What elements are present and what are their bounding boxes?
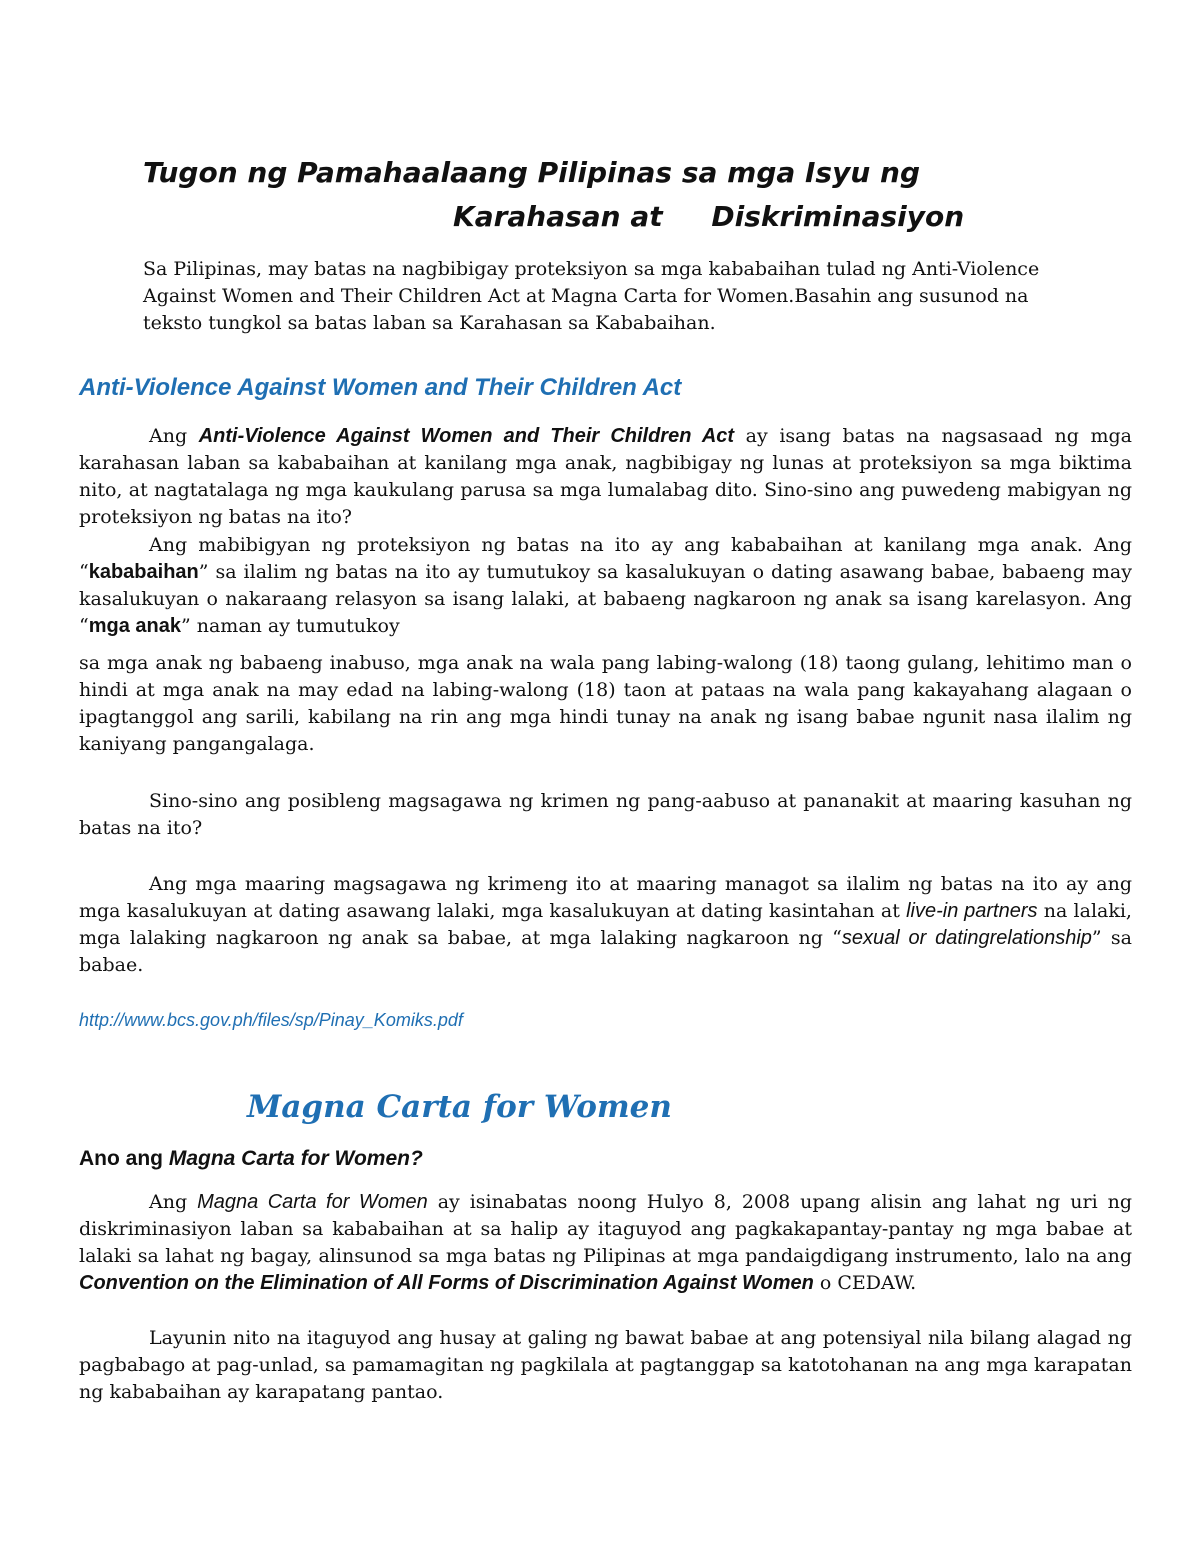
text-run: Ang <box>149 425 199 447</box>
source-link[interactable]: http://www.bcs.gov.ph/files/sp/Pinay_Komiks.pdf <box>79 1010 463 1030</box>
vawc-paragraph-2 <box>79 532 1132 640</box>
magna-paragraph-1 <box>79 1189 1132 1297</box>
term-mga-anak: mga anak <box>88 615 181 637</box>
intro-paragraph: Sa Pilipinas, may batas na nagbibigay proteksiyon sa mga kababaihan tulad ng Anti-Violence Against Women and Their Children Act at Magna Carta for Women.Basahin ang susunod na teksto tungkol sa batas laban sa Karahasan sa Kababaihan. <box>143 258 1040 334</box>
section-heading-vawc: Anti-Violence Against Women and Their Children Act <box>79 374 682 401</box>
text-run: ” sa ilalim ng batas na ito ay tumutukoy sa kasalukuyan o dating asawang babae, babaeng may kasalukuyan o nakaraang relasyon sa isang lalaki, at babaeng nagkaroon ng anak sa isang karelasyon. Ang “ <box>79 561 1132 637</box>
text-run: na lalaki, mga lalaking nagkaroon ng anak sa babae, at mga lalaking nagkaroon ng “ <box>79 900 1132 949</box>
title-line-1: Tugon ng Pamahaalaang Pilipinas sa mga Isyu ng <box>143 156 920 189</box>
vawc-paragraph-1 <box>79 423 1132 531</box>
magna-paragraph-2: Layunin nito na itaguyod ang husay at galing ng bawat babae at ang potensiyal nila bilang alagad ng pagbabago at pag-unlad, sa pamamagitan ng pagkilala at pagtanggap sa katotohanan na ang mga karapatan ng kababaihan ay karapatang pantao. <box>79 1327 1132 1403</box>
text-run: Ano ang <box>79 1147 169 1170</box>
text-run-italic: Magna Carta for Women? <box>168 1147 423 1170</box>
text-run: ” sa babae. <box>79 927 1132 976</box>
text-run: Ang mabibigyan ng proteksiyon ng batas na ito ay ang kababaihan at kanilang mga anak. Ang “ <box>79 534 1132 583</box>
text-run: Ang mga maaring magsagawa ng krimeng ito at maaring managot sa ilalim ng batas na ito ay ang mga kasalukuyan at dating asawang lalaki, mga kasalukuyan at dating kasintahan at <box>79 873 1132 922</box>
term-kababaihan: kababaihan <box>88 561 199 583</box>
vawc-paragraph-4: Sino-sino ang posibleng magsagawa ng krimen ng pang-aabuso at pananakit at maaring kasuhan ng batas na ito? <box>79 790 1132 839</box>
title-line-2: Karahasan at Diskriminasiyon <box>453 200 965 233</box>
vawc-paragraph-3: sa mga anak ng babaeng inabuso, mga anak na wala pang labing-walong (18) taong gulang, lehitimo man o hindi at mga anak na may edad na labing-walong (18) taon at pataas na wala pang kakayahang alagaan o ipagtanggol ang sarili, kabilang na rin ang mga hindi tunay na anak ng isang babae ngunit nasa ilalim ng kaniyang pangangalaga. <box>79 652 1132 755</box>
term-live-in-partners: live-in partners <box>906 900 1038 922</box>
text-run: o CEDAW. <box>813 1272 917 1294</box>
text-run: ay isang batas na nagsasaad ng mga karahasan laban sa kababaihan at kanilang mga anak, nagbibigay ng lunas at proteksiyon sa mga biktima nito, at nagtatalaga ng mga kaukulang parusa sa mga lumalabag dito. Sino-sino ang puwedeng mabigyan ng proteksiyon ng batas na ito? <box>79 425 1132 528</box>
term-sexual-relationship: sexual or datingrelationship <box>841 927 1092 949</box>
term-cedaw-full: Convention on the Elimination of All Forms of Discrimination Against Women <box>79 1272 814 1294</box>
question-heading <box>79 1145 879 1173</box>
text-run: Ang <box>149 1191 198 1213</box>
vawc-block-1 <box>79 423 1132 640</box>
law-name-term: Anti-Violence Against Women and Their Children Act <box>198 425 735 447</box>
text-run: ay isinabatas noong Hulyo 8, 2008 upang alisin ang lahat ng uri ng diskriminasiyon laban sa kababaihan at sa halip ay itaguyod ang pagkakapantay-pantay ng mga babae at lalaki sa lahat ng bagay, alinsunod sa mga batas ng Pilipinas at mga pandaigdigang instrumento, lalo na ang <box>79 1191 1132 1267</box>
term-magna-carta: Magna Carta for Women <box>197 1191 428 1213</box>
text-run: ” naman ay tumutukoy <box>180 615 400 637</box>
section-heading-magna-carta: Magna Carta for Women <box>247 1089 672 1125</box>
vawc-paragraph-5 <box>79 871 1132 979</box>
